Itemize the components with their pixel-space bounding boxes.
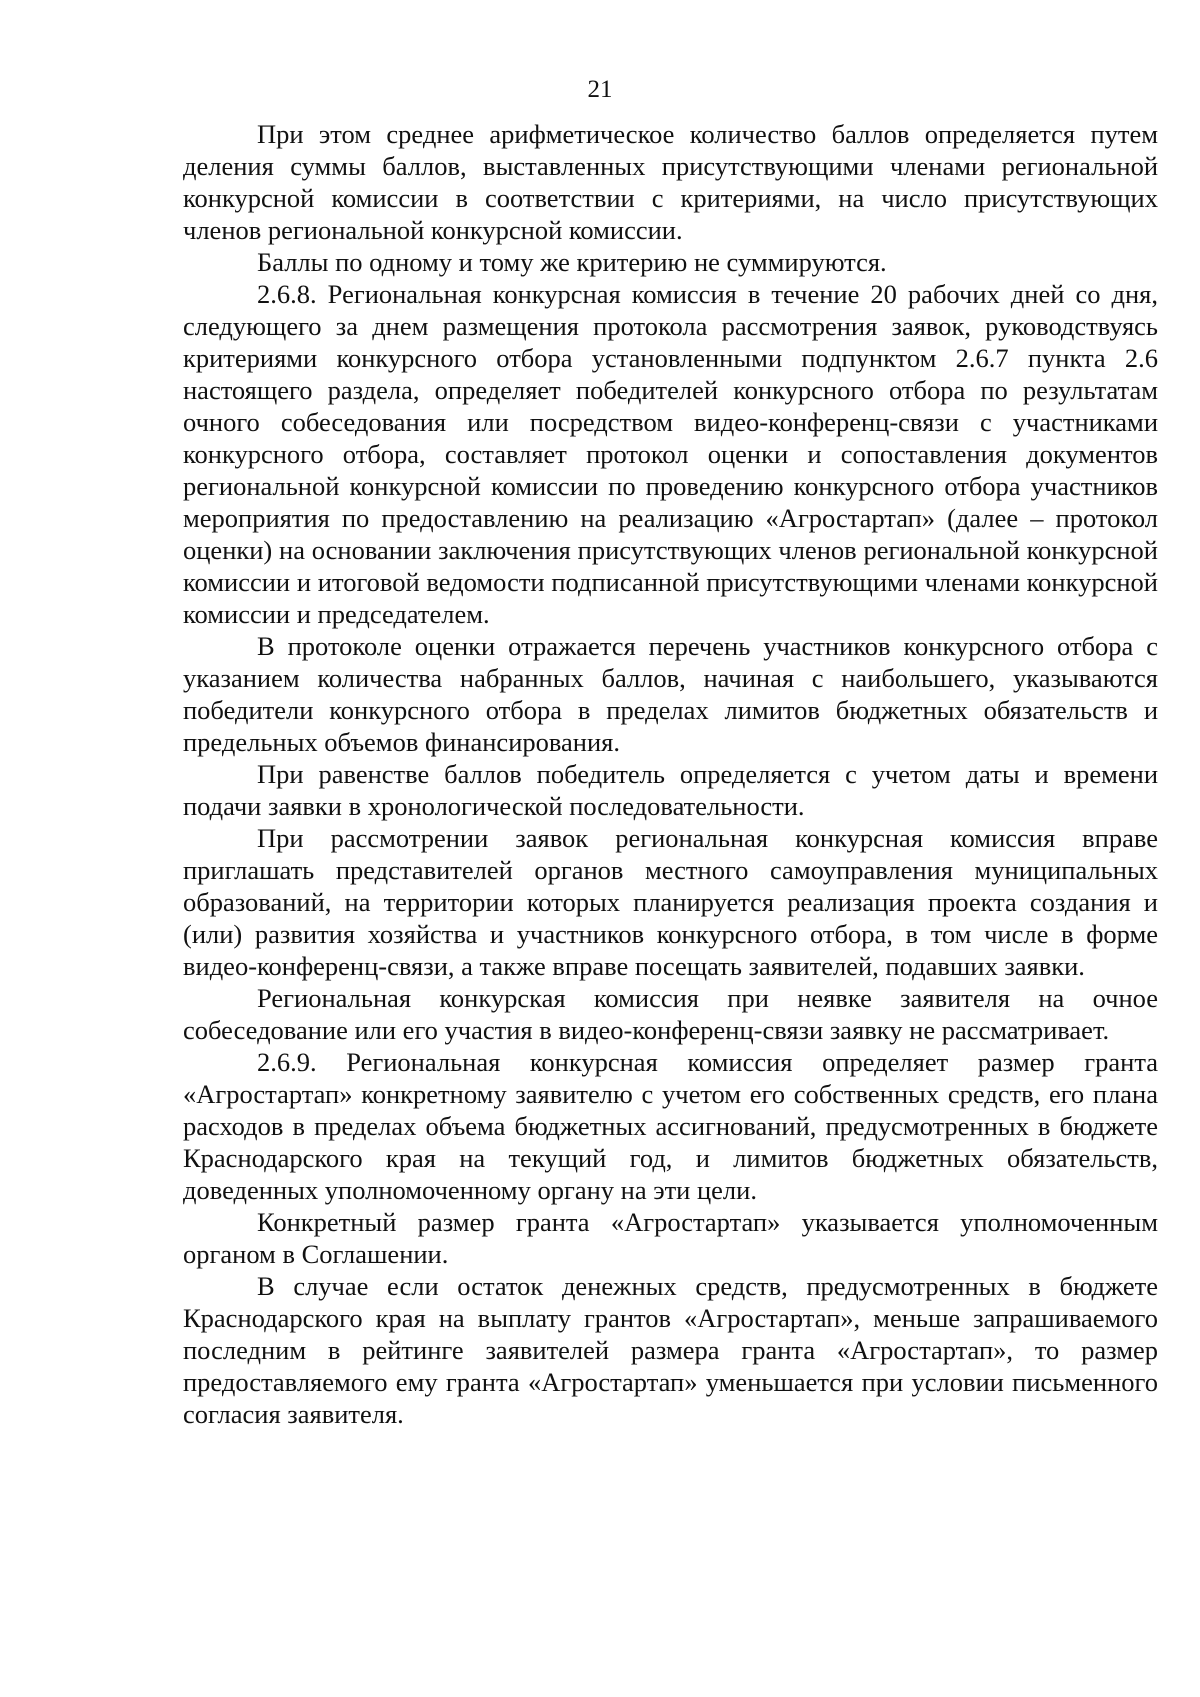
page-number: 21 [587, 76, 613, 103]
paragraph-protocol-contents: В протоколе оценки отражается перечень участников конкурсного отбора с указанием количества набранных баллов, начиная с наибольшего, указываются победители конкурсного отбора в пределах лимитов бюджетных обязательств и предельных объемов финансирования. [183, 631, 1158, 757]
paragraph-clause-2-6-9: 2.6.9. Региональная конкурсная комиссия определяет размер гранта «Агростартап» конкретному заявителю с учетом его собственных средств, его плана расходов в пределах объема бюджетных ассигнований, предусмотренных в бюджете Краснодарского края на текущий год, и лимитов бюджетных обязательств, доведенных уполномоченному органу на эти цели. [183, 1047, 1158, 1205]
document-body [183, 118, 1158, 1430]
paragraph-grant-size-in-agreement: Конкретный размер гранта «Агростартап» указывается уполномоченным органом в Соглашении. [183, 1207, 1158, 1269]
paragraph-average-score: При этом среднее арифметическое количество баллов определяется путем деления суммы баллов, выставленных присутствующими членами региональной конкурсной комиссии в соответствии с критериями, на число присутствующих членов региональной конкурсной комиссии. [183, 119, 1158, 245]
paragraph-clause-2-6-8: 2.6.8. Региональная конкурсная комиссия в течение 20 рабочих дней со дня, следующего за днем размещения протокола рассмотрения заявок, руководствуясь критериями конкурсного отбора установленными подпунктом 2.6.7 пункта 2.6 настоящего раздела, определяет победителей конкурсного отбора по результатам очного собеседования или посредством видео-конференц-связи с участниками конкурсного отбора, составляет протокол оценки и сопоставления документов региональной конкурсной комиссии по проведению конкурсного отбора участников мероприятия по предоставлению на реализацию «Агростартап» (далее – протокол оценки) на основании заключения присутствующих членов региональной конкурсной комиссии и итоговой ведомости подписанной присутствующими членами конкурсной комиссии и председателем. [183, 279, 1158, 629]
paragraph-applicant-absence: Региональная конкурская комиссия при неявке заявителя на очное собеседование или его участия в видео-конференц-связи заявку не рассматривает. [183, 983, 1158, 1045]
paragraph-equal-scores: При равенстве баллов победитель определяется с учетом даты и времени подачи заявки в хронологической последовательности. [183, 759, 1158, 821]
paragraph-grant-reduction: В случае если остаток денежных средств, предусмотренных в бюджете Краснодарского края на выплату грантов «Агростартап», меньше запрашиваемого последним в рейтинге заявителей размера гранта «Агростартап», то размер предоставляемого ему гранта «Агростартап» уменьшается при условии письменного согласия заявителя. [183, 1271, 1158, 1429]
paragraph-scores-not-summed: Баллы по одному и тому же критерию не суммируются. [257, 247, 887, 277]
paragraph-invited-representatives: При рассмотрении заявок региональная конкурсная комиссия вправе приглашать представителей органов местного самоуправления муниципальных образований, на территории которых планируется реализация проекта создания и (или) развития хозяйства и участников конкурсного отбора, в том числе в форме видео-конференц-связи, а также вправе посещать заявителей, подавших заявки. [183, 823, 1158, 981]
